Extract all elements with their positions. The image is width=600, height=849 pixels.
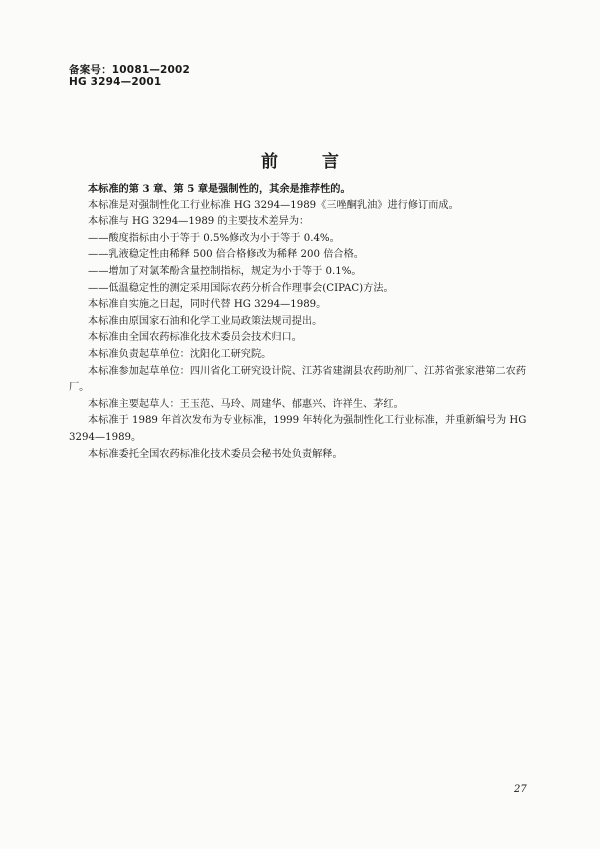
paragraph: 本标准负责起草单位：沈阳化工研究院。 bbox=[88, 348, 272, 360]
list-item: ——乳液稳定性由稀释 500 倍合格修改为稀释 200 倍合格。 bbox=[88, 249, 364, 261]
paragraph: 本标准由全国农药标准化技术委员会技术归口。 bbox=[88, 332, 302, 344]
paragraph: 本标准委托全国农药标准化技术委员会秘书处负责解释。 bbox=[88, 448, 343, 460]
paragraph: 本标准于 1989 年首次发布为专业标准，1999 年转化为强制性化工行业标准，并重新编号为 HG 3294—1989。 bbox=[69, 415, 527, 443]
paragraph: 本标准主要起草人：王玉范、马玲、周建华、郁惠兴、许祥生、茅红。 bbox=[88, 398, 404, 410]
paragraph: 本标准自实施之日起，同时代替 HG 3294—1989。 bbox=[88, 299, 327, 311]
paragraph: 本标准是对强制性化工行业标准 HG 3294—1989《三唑酮乳油》进行修订而成。 bbox=[88, 199, 459, 211]
standard-number: HG 3294—2001 bbox=[69, 76, 162, 88]
title-char-1: 前 bbox=[261, 152, 278, 172]
paragraph: 本标准由原国家石油和化学工业局政策法规司提出。 bbox=[88, 315, 323, 327]
paragraph: 本标准的第 3 章、第 5 章是强制性的，其余是推荐性的。 bbox=[88, 183, 351, 195]
title-char-2: 言 bbox=[322, 152, 339, 172]
paragraph: 本标准参加起草单位：四川省化工研究设计院、江苏省建湖县农药助剂厂、江苏省张家港第二农药厂。 bbox=[69, 365, 527, 394]
record-number: 备案号：10081—2002 bbox=[69, 64, 191, 76]
list-item: ——低温稳定性的测定采用国际农药分析合作理事会(CIPAC)方法。 bbox=[88, 282, 394, 294]
foreword-body bbox=[69, 181, 539, 463]
paragraph: 本标准与 HG 3294—1989 的主要技术差异为： bbox=[88, 216, 310, 228]
list-item: ——增加了对氯苯酚含量控制指标，规定为小于等于 0.1%。 bbox=[88, 265, 362, 277]
page-title bbox=[0, 147, 600, 172]
list-item: ——酸度指标由小于等于 0.5%修改为小于等于 0.4%。 bbox=[88, 232, 340, 244]
page-number: 27 bbox=[514, 784, 527, 795]
